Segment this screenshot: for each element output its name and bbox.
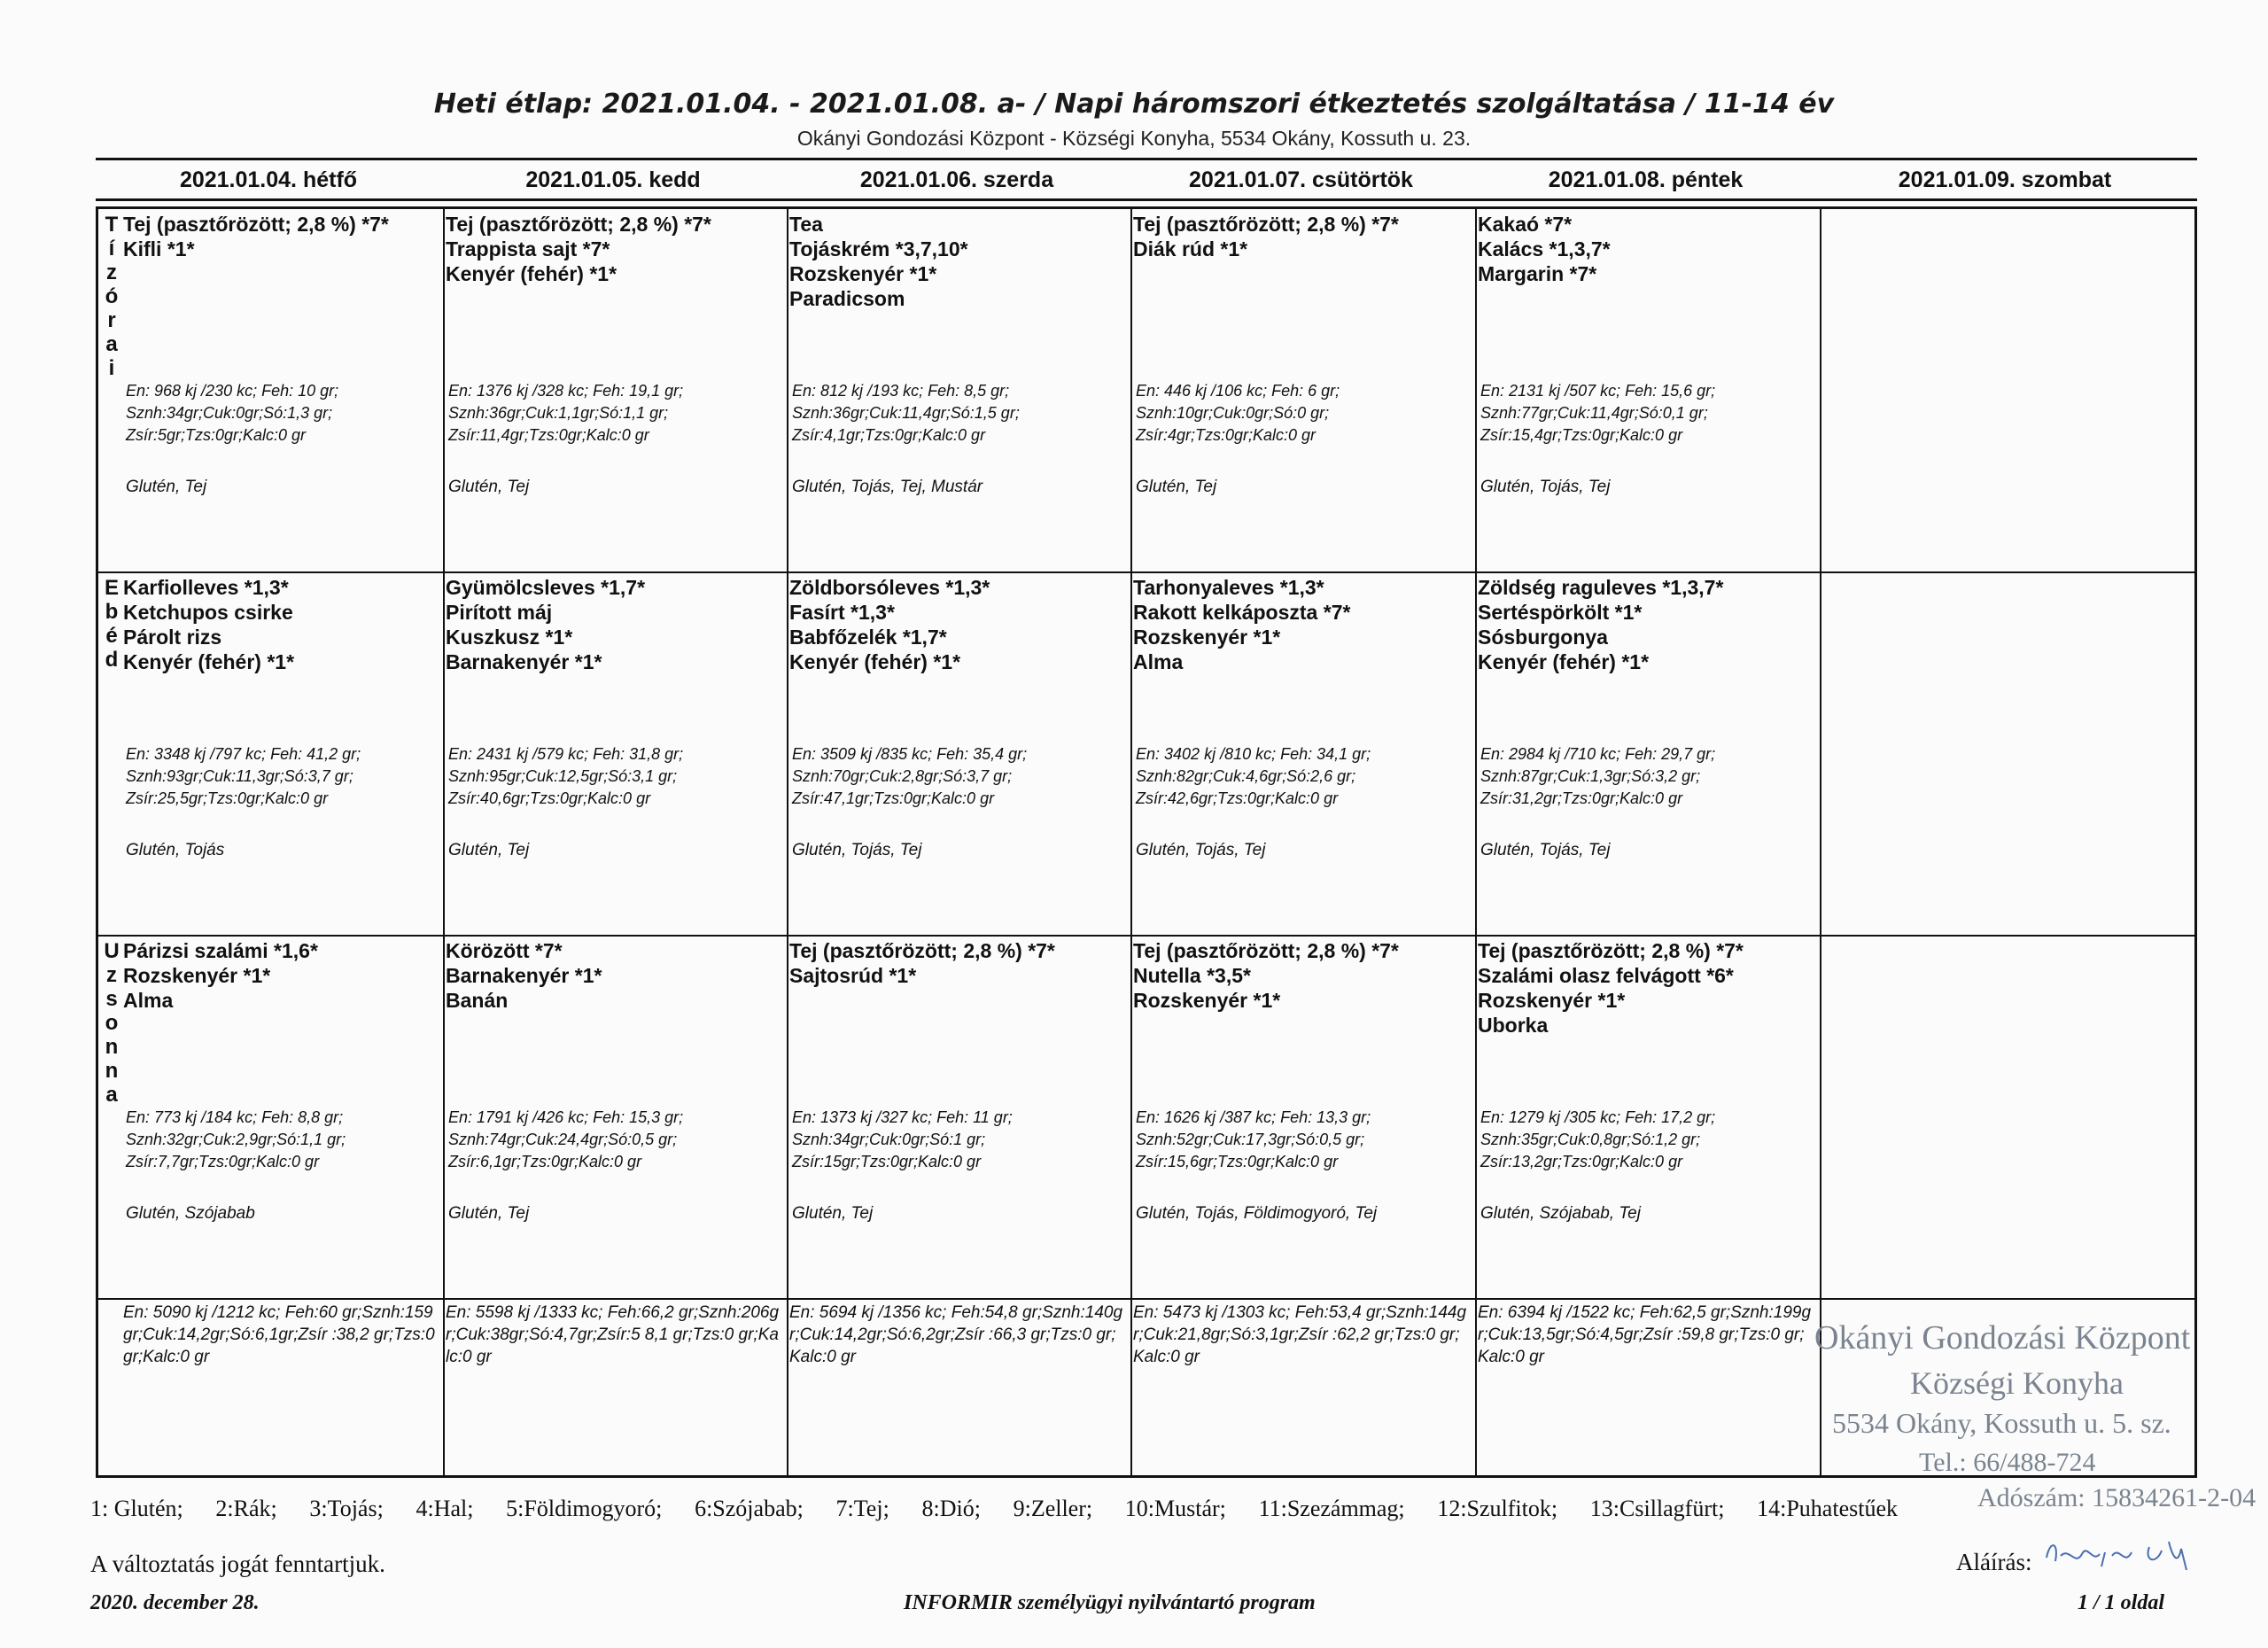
- allergen-line: Glutén, Tojás, Tej: [1136, 841, 1266, 859]
- legend-item: 2:Rák;: [215, 1496, 277, 1521]
- nutrition-line: Zsír:25,5gr;Tzs:0gr;Kalc:0 gr: [126, 789, 329, 807]
- food-item: Pirított máj: [446, 601, 553, 624]
- nutrition-line: Zsír:4gr;Tzs:0gr;Kalc:0 gr: [1136, 426, 1317, 444]
- food-item: Barnakenyér *1*: [446, 964, 602, 987]
- nutrition-line: Zsír:13,2gr;Tzs:0gr;Kalc:0 gr: [1480, 1153, 1683, 1170]
- menu-cell: [1478, 212, 1819, 571]
- meal-name-letter: é: [105, 624, 118, 648]
- legend-item: 6:Szójabab;: [695, 1496, 804, 1521]
- nutrition-line: En: 2131 kj /507 kc; Feh: 15,6 gr;: [1480, 382, 1716, 400]
- allergen-line: Glutén, Tej: [792, 1204, 874, 1223]
- meal-name-letter: r: [107, 308, 116, 332]
- menu-cell: [446, 575, 786, 934]
- nutrition-line: Zsír:7,7gr;Tzs:0gr;Kalc:0 gr: [126, 1153, 320, 1170]
- food-item: Fasírt *1,3*: [789, 601, 895, 624]
- menu-cell: [1822, 938, 2193, 1297]
- nutrition-line: Sznh:36gr;Cuk:11,4gr;Só:1,5 gr;: [792, 404, 1020, 422]
- allergen-line: Glutén, Tojás, Tej, Mustár: [792, 478, 983, 496]
- food-item: Trappista sajt *7*: [446, 237, 610, 260]
- nutrition-line: Sznh:35gr;Cuk:0,8gr;Só:1,2 gr;: [1480, 1131, 1701, 1148]
- meal-name-letter: b: [105, 600, 119, 624]
- legend-item: 10:Mustár;: [1124, 1496, 1226, 1521]
- header-rule: [96, 158, 2197, 160]
- food-item: Kenyér (fehér) *1*: [1478, 650, 1650, 673]
- day-header-5: 2021.01.09. szombat: [1898, 167, 2112, 192]
- allergen-line: Glutén, Tojás, Földimogyoró, Tej: [1136, 1204, 1378, 1223]
- nutrition-line: En: 1626 kj /387 kc; Feh: 13,3 gr;: [1136, 1108, 1371, 1126]
- nutrition-line: Zsír:42,6gr;Tzs:0gr;Kalc:0 gr: [1136, 789, 1339, 807]
- menu-grid: [96, 206, 2197, 1478]
- legend-item: 13:Csillagfürt;: [1589, 1496, 1725, 1521]
- allergen-line: Glutén, Tej: [1136, 478, 1217, 496]
- food-item: Tea: [789, 213, 823, 236]
- nutrition-line: Sznh:32gr;Cuk:2,9gr;Só:1,1 gr;: [126, 1131, 346, 1148]
- meal-name-letter: d: [105, 648, 119, 672]
- footer-page: 1 / 1 oldal: [2078, 1591, 2165, 1614]
- nutrition-line: Sznh:70gr;Cuk:2,8gr;Só:3,7 gr;: [792, 767, 1013, 785]
- stamp-line: Tel.: 66/488-724: [1919, 1448, 2096, 1477]
- food-item: Tarhonyaleves *1,3*: [1133, 576, 1324, 599]
- nutrition-line: En: 1791 kj /426 kc; Feh: 15,3 gr;: [448, 1108, 684, 1126]
- allergen-line: Glutén, Szójabab, Tej: [1480, 1204, 1641, 1223]
- stamp-line: Okányi Gondozási Központ: [1814, 1319, 2191, 1356]
- daily-total: En: 5090 kj /1212 kc; Feh:60 gr;Sznh:159gr;Cuk:14,2gr;Só:6,1gr;Zsír :38,2 gr;Tzs:0 gr;Kalc:0 gr: [123, 1303, 435, 1366]
- food-item: Kenyér (fehér) *1*: [789, 650, 961, 673]
- nutrition-line: En: 812 kj /193 kc; Feh: 8,5 gr;: [792, 382, 1010, 400]
- allergen-line: Glutén, Tej: [448, 478, 530, 496]
- menu-cell: [1133, 575, 1474, 934]
- nutrition-line: Sznh:93gr;Cuk:11,3gr;Só:3,7 gr;: [126, 767, 353, 785]
- nutrition-line: En: 773 kj /184 kc; Feh: 8,8 gr;: [126, 1108, 344, 1126]
- food-item: Rozskenyér *1*: [789, 262, 937, 285]
- food-item: Rozskenyér *1*: [1133, 626, 1281, 649]
- food-item: Sajtosrúd *1*: [789, 964, 917, 987]
- change-note: A változtatás jogát fenntartjuk.: [90, 1551, 385, 1577]
- nutrition-line: Sznh:10gr;Cuk:0gr;Só:0 gr;: [1136, 404, 1330, 422]
- food-item: Rakott kelkáposzta *7*: [1133, 601, 1351, 624]
- food-item: Margarin *7*: [1478, 262, 1597, 285]
- food-item: Sertéspörkölt *1*: [1478, 601, 1643, 624]
- food-item: Nutella *3,5*: [1133, 964, 1251, 987]
- row-divider: [98, 571, 2194, 573]
- food-item: Kifli *1*: [123, 237, 195, 260]
- legend-item: 5:Földimogyoró;: [506, 1496, 663, 1521]
- food-item: Tej (pasztőrözött; 2,8 %) *7*: [446, 213, 711, 236]
- nutrition-line: Zsír:47,1gr;Tzs:0gr;Kalc:0 gr: [792, 789, 995, 807]
- menu-cell: [789, 575, 1130, 934]
- menu-cell: [1478, 575, 1819, 934]
- nutrition-line: Zsír:11,4gr;Tzs:0gr;Kalc:0 gr: [448, 426, 649, 444]
- row-divider: [98, 935, 2194, 937]
- food-item: Tej (pasztőrözött; 2,8 %) *7*: [789, 939, 1055, 962]
- nutrition-line: Sznh:74gr;Cuk:24,4gr;Só:0,5 gr;: [448, 1131, 678, 1148]
- legend-item: 3:Tojás;: [309, 1496, 384, 1521]
- meal-name-letter: o: [105, 1011, 119, 1035]
- nutrition-line: Zsír:40,6gr;Tzs:0gr;Kalc:0 gr: [448, 789, 651, 807]
- nutrition-line: En: 1279 kj /305 kc; Feh: 17,2 gr;: [1480, 1108, 1716, 1126]
- meal-name: [102, 576, 121, 672]
- food-item: Gyümölcsleves *1,7*: [446, 576, 646, 599]
- food-item: Kalács *1,3,7*: [1478, 237, 1611, 260]
- nutrition-line: En: 446 kj /106 kc; Feh: 6 gr;: [1136, 382, 1340, 400]
- nutrition-line: Sznh:52gr;Cuk:17,3gr;Só:0,5 gr;: [1136, 1131, 1365, 1148]
- food-item: Uborka: [1478, 1014, 1549, 1037]
- food-item: Rozskenyér *1*: [1478, 989, 1626, 1012]
- menu-cell: [789, 938, 1130, 1297]
- legend-item: 12:Szulfitok;: [1437, 1496, 1558, 1521]
- food-item: Rozskenyér *1*: [123, 964, 271, 987]
- nutrition-line: Sznh:36gr;Cuk:1,1gr;Só:1,1 gr;: [448, 404, 669, 422]
- column-divider: [787, 209, 788, 1475]
- legend-item: 7:Tej;: [835, 1496, 889, 1521]
- column-divider: [1475, 209, 1477, 1475]
- menu-cell: [446, 938, 786, 1297]
- nutrition-line: Zsír:15,6gr;Tzs:0gr;Kalc:0 gr: [1136, 1153, 1339, 1170]
- day-header-row: [96, 163, 2197, 197]
- allergen-line: Glutén, Tej: [448, 841, 530, 859]
- menu-cell: [1133, 212, 1474, 571]
- meal-name: [102, 213, 121, 380]
- food-item: Barnakenyér *1*: [446, 650, 602, 673]
- menu-cell: [1822, 575, 2193, 934]
- food-item: Ketchupos csirke: [123, 601, 293, 624]
- food-item: Tojáskrém *3,7,10*: [789, 237, 968, 260]
- allergen-line: Glutén, Tojás, Tej: [1480, 478, 1611, 496]
- food-item: Rozskenyér *1*: [1133, 989, 1281, 1012]
- meal-name-letter: i: [108, 356, 115, 380]
- allergen-line: Glutén, Tej: [448, 1204, 530, 1223]
- day-header-4: 2021.01.08. péntek: [1548, 167, 1744, 192]
- page-title: Heti étlap: 2021.01.04. - 2021.01.08. a- / Napi háromszori étkeztetés szolgáltatása / 11-14 év: [433, 89, 1835, 120]
- food-item: Banán: [446, 989, 509, 1012]
- day-header-3: 2021.01.07. csütörtök: [1189, 167, 1413, 192]
- food-item: Karfiolleves *1,3*: [123, 576, 289, 599]
- nutrition-line: Sznh:87gr;Cuk:1,3gr;Só:3,2 gr;: [1480, 767, 1701, 785]
- legend-item: 9:Zeller;: [1013, 1496, 1093, 1521]
- legend-item: 14:Puhatestűek: [1757, 1496, 1898, 1521]
- allergen-line: Glutén, Tojás: [126, 841, 225, 859]
- daily-total: En: 5694 kj /1356 kc; Feh:54,8 gr;Sznh:140gr;Cuk:14,2gr;Só:6,2gr;Zsír :66,3 gr;Tzs:0 gr;Kalc:0 gr: [789, 1303, 1123, 1366]
- nutrition-line: Sznh:34gr;Cuk:0gr;Só:1 gr;: [792, 1131, 986, 1148]
- stamp-line: 5534 Okány, Kossuth u. 5. sz.: [1832, 1407, 2171, 1439]
- day-header-2: 2021.01.06. szerda: [859, 167, 1054, 192]
- signature-mark: [2039, 1531, 2217, 1575]
- allergen-line: Glutén, Szójabab: [126, 1204, 255, 1223]
- page-subtitle: Okányi Gondozási Központ - Községi Konyha, 5534 Okány, Kossuth u. 23.: [796, 127, 1472, 150]
- nutrition-line: Zsír:5gr;Tzs:0gr;Kalc:0 gr: [126, 426, 307, 444]
- footer-program: INFORMIR személyügyi nyilvántartó program: [904, 1591, 1316, 1614]
- food-item: Párolt rizs: [123, 626, 222, 649]
- food-item: Tej (pasztőrözött; 2,8 %) *7*: [123, 213, 389, 236]
- food-item: Körözött *7*: [446, 939, 563, 962]
- food-item: Kakaó *7*: [1478, 213, 1573, 236]
- food-item: Diák rúd *1*: [1133, 237, 1248, 260]
- meal-name-letter: z: [106, 260, 117, 284]
- day-header-0: 2021.01.04. hétfő: [179, 167, 358, 192]
- stamp-line: Községi Konyha: [1910, 1365, 2124, 1401]
- food-item: Kenyér (fehér) *1*: [446, 262, 617, 285]
- nutrition-line: En: 2431 kj /579 kc; Feh: 31,8 gr;: [448, 745, 684, 763]
- day-header-1: 2021.01.05. kedd: [525, 167, 701, 192]
- row-divider: [98, 1298, 2194, 1300]
- menu-cell: [1822, 212, 2193, 571]
- menu-cell: [789, 212, 1130, 571]
- food-item: Tej (pasztőrözött; 2,8 %) *7*: [1133, 213, 1399, 236]
- menu-cell: [123, 938, 442, 1297]
- daily-total: En: 6394 kj /1522 kc; Feh:62,5 gr;Sznh:199gr;Cuk:13,5gr;Só:4,5gr;Zsír :59,8 gr;Tzs:0 gr;Kalc:0 gr: [1478, 1303, 1812, 1366]
- meal-name-letter: E: [104, 576, 119, 600]
- meal-name-letter: z: [106, 963, 117, 987]
- nutrition-line: Zsír:15gr;Tzs:0gr;Kalc:0 gr: [792, 1153, 982, 1170]
- nutrition-line: En: 1376 kj /328 kc; Feh: 19,1 gr;: [448, 382, 684, 400]
- nutrition-line: Sznh:82gr;Cuk:4,6gr;Só:2,6 gr;: [1136, 767, 1356, 785]
- footer-date: 2020. december 28.: [90, 1591, 260, 1614]
- meal-name-letter: a: [105, 1083, 118, 1107]
- allergen-line: Glutén, Tojás, Tej: [1480, 841, 1611, 859]
- food-item: Sósburgonya: [1478, 626, 1608, 649]
- food-item: Alma: [1133, 650, 1184, 673]
- meal-name-letter: í: [108, 237, 115, 260]
- meal-name: [102, 939, 121, 1107]
- meal-name-letter: ó: [105, 284, 119, 308]
- meal-name-letter: a: [105, 332, 118, 356]
- meal-name-letter: n: [105, 1035, 119, 1059]
- food-item: Tej (pasztőrözött; 2,8 %) *7*: [1478, 939, 1744, 962]
- menu-cell: [123, 212, 442, 571]
- meal-name-letter: s: [105, 987, 118, 1011]
- column-divider: [1820, 209, 1821, 1475]
- nutrition-line: En: 3509 kj /835 kc; Feh: 35,4 gr;: [792, 745, 1028, 763]
- legend-item: 8:Dió;: [921, 1496, 981, 1521]
- legend-item: 1: Glutén;: [90, 1496, 183, 1521]
- allergen-line: Glutén, Tojás, Tej: [792, 841, 922, 859]
- daily-total: En: 5473 kj /1303 kc; Feh:53,4 gr;Sznh:144gr;Cuk:21,8gr;Só:3,1gr;Zsír :62,2 gr;Tzs:0 gr;Kalc:0 gr: [1133, 1303, 1467, 1366]
- stamp-line: Adószám: 15834261-2-04: [1977, 1483, 2256, 1512]
- nutrition-line: Sznh:95gr;Cuk:12,5gr;Só:3,1 gr;: [448, 767, 678, 785]
- nutrition-line: En: 1373 kj /327 kc; Feh: 11 gr;: [792, 1108, 1013, 1126]
- nutrition-line: Zsír:6,1gr;Tzs:0gr;Kalc:0 gr: [448, 1153, 642, 1170]
- food-item: Babfőzelék *1,7*: [789, 626, 947, 649]
- food-item: Alma: [123, 989, 174, 1012]
- nutrition-line: Zsír:4,1gr;Tzs:0gr;Kalc:0 gr: [792, 426, 986, 444]
- legend-item: 4:Hal;: [416, 1496, 474, 1521]
- food-item: Szalámi olasz felvágott *6*: [1478, 964, 1734, 987]
- food-item: Kenyér (fehér) *1*: [123, 650, 295, 673]
- nutrition-line: En: 2984 kj /710 kc; Feh: 29,7 gr;: [1480, 745, 1716, 763]
- menu-cell: [446, 212, 786, 571]
- nutrition-line: Zsír:15,4gr;Tzs:0gr;Kalc:0 gr: [1480, 426, 1683, 444]
- menu-cell: [1133, 938, 1474, 1297]
- food-item: Zöldség raguleves *1,3,7*: [1478, 576, 1724, 599]
- food-item: Párizsi szalámi *1,6*: [123, 939, 318, 962]
- column-divider: [1130, 209, 1132, 1475]
- column-divider: [443, 209, 445, 1475]
- nutrition-line: Sznh:34gr;Cuk:0gr;Só:1,3 gr;: [126, 404, 333, 422]
- food-item: Tej (pasztőrözött; 2,8 %) *7*: [1133, 939, 1399, 962]
- meal-name-letter: U: [104, 939, 120, 963]
- nutrition-line: En: 3348 kj /797 kc; Feh: 41,2 gr;: [126, 745, 361, 763]
- food-item: Paradicsom: [789, 287, 905, 310]
- meal-name-letter: T: [105, 213, 119, 237]
- signature-label: Aláírás:: [1956, 1549, 2032, 1575]
- menu-cell: [1478, 938, 1819, 1297]
- legend-item: 11:Szezámmag;: [1258, 1496, 1405, 1521]
- menu-cell: [123, 575, 442, 934]
- nutrition-line: En: 968 kj /230 kc; Feh: 10 gr;: [126, 382, 339, 400]
- allergen-line: Glutén, Tej: [126, 478, 207, 496]
- daily-total: En: 5598 kj /1333 kc; Feh:66,2 gr;Sznh:206gr;Cuk:38gr;Só:4,7gr;Zsír:5 8,1 gr;Tzs:0 gr;Kalc:0 gr: [446, 1303, 780, 1366]
- food-item: Zöldborsóleves *1,3*: [789, 576, 990, 599]
- nutrition-line: En: 3402 kj /810 kc; Feh: 34,1 gr;: [1136, 745, 1371, 763]
- meal-name-letter: n: [105, 1059, 119, 1083]
- day-header-rule: [96, 198, 2197, 201]
- allergen-legend: [90, 1496, 1898, 1522]
- food-item: Kuszkusz *1*: [446, 626, 573, 649]
- nutrition-line: Zsír:31,2gr;Tzs:0gr;Kalc:0 gr: [1480, 789, 1683, 807]
- nutrition-line: Sznh:77gr;Cuk:11,4gr;Só:0,1 gr;: [1480, 404, 1708, 422]
